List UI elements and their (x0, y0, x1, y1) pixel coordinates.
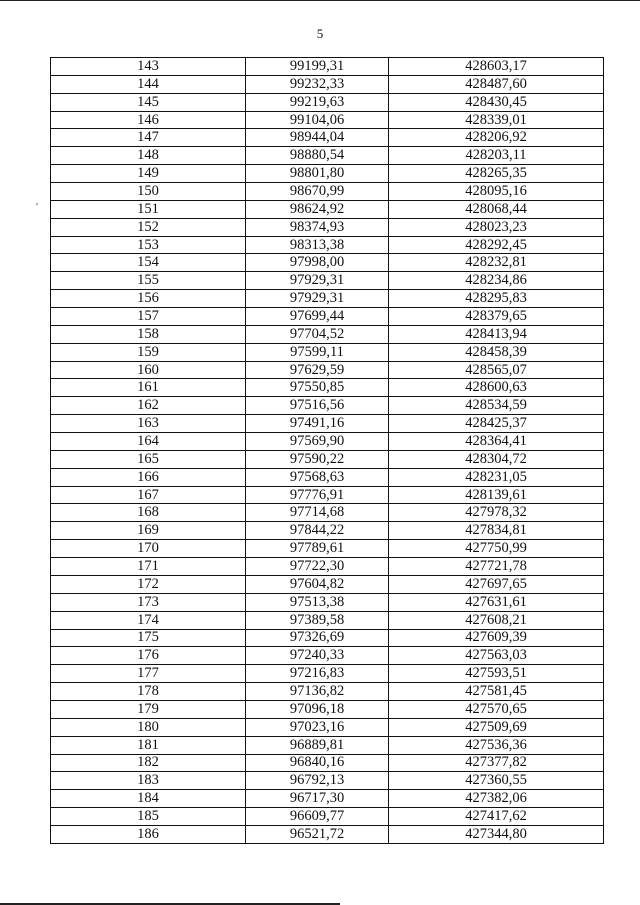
point-number-cell: 184 (51, 790, 246, 808)
table-row (51, 433, 604, 451)
table-row (51, 522, 604, 540)
table-row (51, 700, 604, 718)
table-row (51, 504, 604, 522)
y-coordinate-cell: 428565,07 (389, 361, 604, 379)
point-number-cell: 147 (51, 129, 246, 147)
table-row (51, 593, 604, 611)
table-row (51, 825, 604, 843)
point-number-cell: 169 (51, 522, 246, 540)
y-coordinate-cell: 427593,51 (389, 665, 604, 683)
point-number-cell: 170 (51, 540, 246, 558)
table-row (51, 558, 604, 576)
point-number-cell: 179 (51, 700, 246, 718)
x-coordinate-cell: 98313,38 (246, 236, 389, 254)
x-coordinate-cell: 97569,90 (246, 433, 389, 451)
x-coordinate-cell: 97326,69 (246, 629, 389, 647)
point-number-cell: 152 (51, 218, 246, 236)
y-coordinate-cell: 427697,65 (389, 575, 604, 593)
y-coordinate-cell: 428023,23 (389, 218, 604, 236)
table-row (51, 629, 604, 647)
point-number-cell: 158 (51, 325, 246, 343)
table-row (51, 665, 604, 683)
x-coordinate-cell: 97998,00 (246, 254, 389, 272)
y-coordinate-cell: 428339,01 (389, 111, 604, 129)
coordinates-table (50, 57, 604, 844)
coordinates-table-body (51, 58, 604, 844)
x-coordinate-cell: 97550,85 (246, 379, 389, 397)
table-row (51, 75, 604, 93)
x-coordinate-cell: 97568,63 (246, 468, 389, 486)
x-coordinate-cell: 96609,77 (246, 808, 389, 826)
y-coordinate-cell: 428364,41 (389, 433, 604, 451)
table-row (51, 343, 604, 361)
point-number-cell: 162 (51, 397, 246, 415)
point-number-cell: 178 (51, 683, 246, 701)
y-coordinate-cell: 427978,32 (389, 504, 604, 522)
y-coordinate-cell: 428068,44 (389, 200, 604, 218)
top-edge-rule (0, 0, 640, 1)
point-number-cell: 172 (51, 575, 246, 593)
y-coordinate-cell: 428379,65 (389, 308, 604, 326)
point-number-cell: 181 (51, 736, 246, 754)
y-coordinate-cell: 427536,36 (389, 736, 604, 754)
point-number-cell: 154 (51, 254, 246, 272)
table-row (51, 379, 604, 397)
table-row (51, 129, 604, 147)
table-row (51, 325, 604, 343)
point-number-cell: 163 (51, 415, 246, 433)
table-row (51, 540, 604, 558)
x-coordinate-cell: 97776,91 (246, 486, 389, 504)
table-row (51, 218, 604, 236)
y-coordinate-cell: 428413,94 (389, 325, 604, 343)
page-number: 5 (316, 26, 324, 41)
point-number-cell: 171 (51, 558, 246, 576)
y-coordinate-cell: 428534,59 (389, 397, 604, 415)
x-coordinate-cell: 97516,56 (246, 397, 389, 415)
y-coordinate-cell: 427377,82 (389, 754, 604, 772)
y-coordinate-cell: 428206,92 (389, 129, 604, 147)
point-number-cell: 174 (51, 611, 246, 629)
table-row (51, 58, 604, 76)
table-row (51, 183, 604, 201)
point-number-cell: 145 (51, 93, 246, 111)
x-coordinate-cell: 98624,92 (246, 200, 389, 218)
y-coordinate-cell: 428425,37 (389, 415, 604, 433)
y-coordinate-cell: 428095,16 (389, 183, 604, 201)
x-coordinate-cell: 98670,99 (246, 183, 389, 201)
y-coordinate-cell: 428234,86 (389, 272, 604, 290)
point-number-cell: 159 (51, 343, 246, 361)
point-number-cell: 143 (51, 58, 246, 76)
x-coordinate-cell: 98374,93 (246, 218, 389, 236)
point-number-cell: 175 (51, 629, 246, 647)
y-coordinate-cell: 427631,61 (389, 593, 604, 611)
y-coordinate-cell: 428232,81 (389, 254, 604, 272)
point-number-cell: 173 (51, 593, 246, 611)
table-row (51, 361, 604, 379)
y-coordinate-cell: 427608,21 (389, 611, 604, 629)
point-number-cell: 182 (51, 754, 246, 772)
x-coordinate-cell: 97023,16 (246, 718, 389, 736)
x-coordinate-cell: 97216,83 (246, 665, 389, 683)
x-coordinate-cell: 96717,30 (246, 790, 389, 808)
x-coordinate-cell: 97604,82 (246, 575, 389, 593)
x-coordinate-cell: 97240,33 (246, 647, 389, 665)
table-row (51, 718, 604, 736)
y-coordinate-cell: 428231,05 (389, 468, 604, 486)
x-coordinate-cell: 96792,13 (246, 772, 389, 790)
point-number-cell: 157 (51, 308, 246, 326)
table-row (51, 236, 604, 254)
point-number-cell: 183 (51, 772, 246, 790)
x-coordinate-cell: 97389,58 (246, 611, 389, 629)
y-coordinate-cell: 427382,06 (389, 790, 604, 808)
x-coordinate-cell: 97844,22 (246, 522, 389, 540)
point-number-cell: 150 (51, 183, 246, 201)
x-coordinate-cell: 97699,44 (246, 308, 389, 326)
x-coordinate-cell: 97929,31 (246, 272, 389, 290)
point-number-cell: 168 (51, 504, 246, 522)
table-row (51, 575, 604, 593)
x-coordinate-cell: 97513,38 (246, 593, 389, 611)
y-coordinate-cell: 428487,60 (389, 75, 604, 93)
point-number-cell: 166 (51, 468, 246, 486)
point-number-cell: 146 (51, 111, 246, 129)
point-number-cell: 151 (51, 200, 246, 218)
point-number-cell: 164 (51, 433, 246, 451)
x-coordinate-cell: 97136,82 (246, 683, 389, 701)
y-coordinate-cell: 427360,55 (389, 772, 604, 790)
table-row (51, 683, 604, 701)
table-row (51, 415, 604, 433)
table-row (51, 790, 604, 808)
x-coordinate-cell: 99104,06 (246, 111, 389, 129)
point-number-cell: 160 (51, 361, 246, 379)
table-row (51, 254, 604, 272)
x-coordinate-cell: 96840,16 (246, 754, 389, 772)
point-number-cell: 156 (51, 290, 246, 308)
table-row (51, 93, 604, 111)
table-row (51, 486, 604, 504)
y-coordinate-cell: 428292,45 (389, 236, 604, 254)
point-number-cell: 186 (51, 825, 246, 843)
table-row (51, 647, 604, 665)
point-number-cell: 149 (51, 165, 246, 183)
y-coordinate-cell: 428304,72 (389, 450, 604, 468)
stray-mark: ′ (36, 202, 39, 213)
table-row (51, 468, 604, 486)
table-row (51, 272, 604, 290)
point-number-cell: 153 (51, 236, 246, 254)
y-coordinate-cell: 428600,63 (389, 379, 604, 397)
y-coordinate-cell: 427570,65 (389, 700, 604, 718)
y-coordinate-cell: 428603,17 (389, 58, 604, 76)
x-coordinate-cell: 97714,68 (246, 504, 389, 522)
y-coordinate-cell: 428295,83 (389, 290, 604, 308)
table-row (51, 397, 604, 415)
point-number-cell: 155 (51, 272, 246, 290)
x-coordinate-cell: 97590,22 (246, 450, 389, 468)
y-coordinate-cell: 427750,99 (389, 540, 604, 558)
point-number-cell: 185 (51, 808, 246, 826)
y-coordinate-cell: 428203,11 (389, 147, 604, 165)
y-coordinate-cell: 427563,03 (389, 647, 604, 665)
x-coordinate-cell: 99232,33 (246, 75, 389, 93)
x-coordinate-cell: 97629,59 (246, 361, 389, 379)
table-row (51, 754, 604, 772)
y-coordinate-cell: 427721,78 (389, 558, 604, 576)
x-coordinate-cell: 98880,54 (246, 147, 389, 165)
table-row (51, 736, 604, 754)
x-coordinate-cell: 96889,81 (246, 736, 389, 754)
x-coordinate-cell: 97096,18 (246, 700, 389, 718)
x-coordinate-cell: 97599,11 (246, 343, 389, 361)
table-row (51, 772, 604, 790)
table-row (51, 611, 604, 629)
x-coordinate-cell: 97789,61 (246, 540, 389, 558)
y-coordinate-cell: 427344,80 (389, 825, 604, 843)
x-coordinate-cell: 97704,52 (246, 325, 389, 343)
table-row (51, 147, 604, 165)
table-row (51, 200, 604, 218)
table-row (51, 111, 604, 129)
point-number-cell: 161 (51, 379, 246, 397)
y-coordinate-cell: 428139,61 (389, 486, 604, 504)
y-coordinate-cell: 427609,39 (389, 629, 604, 647)
x-coordinate-cell: 99199,31 (246, 58, 389, 76)
table-row (51, 450, 604, 468)
x-coordinate-cell: 97929,31 (246, 290, 389, 308)
y-coordinate-cell: 428458,39 (389, 343, 604, 361)
table-row (51, 290, 604, 308)
y-coordinate-cell: 428265,35 (389, 165, 604, 183)
point-number-cell: 148 (51, 147, 246, 165)
y-coordinate-cell: 428430,45 (389, 93, 604, 111)
point-number-cell: 177 (51, 665, 246, 683)
table-row (51, 808, 604, 826)
point-number-cell: 144 (51, 75, 246, 93)
x-coordinate-cell: 98944,04 (246, 129, 389, 147)
x-coordinate-cell: 99219,63 (246, 93, 389, 111)
x-coordinate-cell: 97491,16 (246, 415, 389, 433)
table-row (51, 165, 604, 183)
x-coordinate-cell: 98801,80 (246, 165, 389, 183)
y-coordinate-cell: 427834,81 (389, 522, 604, 540)
x-coordinate-cell: 96521,72 (246, 825, 389, 843)
y-coordinate-cell: 427509,69 (389, 718, 604, 736)
point-number-cell: 176 (51, 647, 246, 665)
point-number-cell: 165 (51, 450, 246, 468)
y-coordinate-cell: 427417,62 (389, 808, 604, 826)
point-number-cell: 167 (51, 486, 246, 504)
point-number-cell: 180 (51, 718, 246, 736)
y-coordinate-cell: 427581,45 (389, 683, 604, 701)
x-coordinate-cell: 97722,30 (246, 558, 389, 576)
table-row (51, 308, 604, 326)
